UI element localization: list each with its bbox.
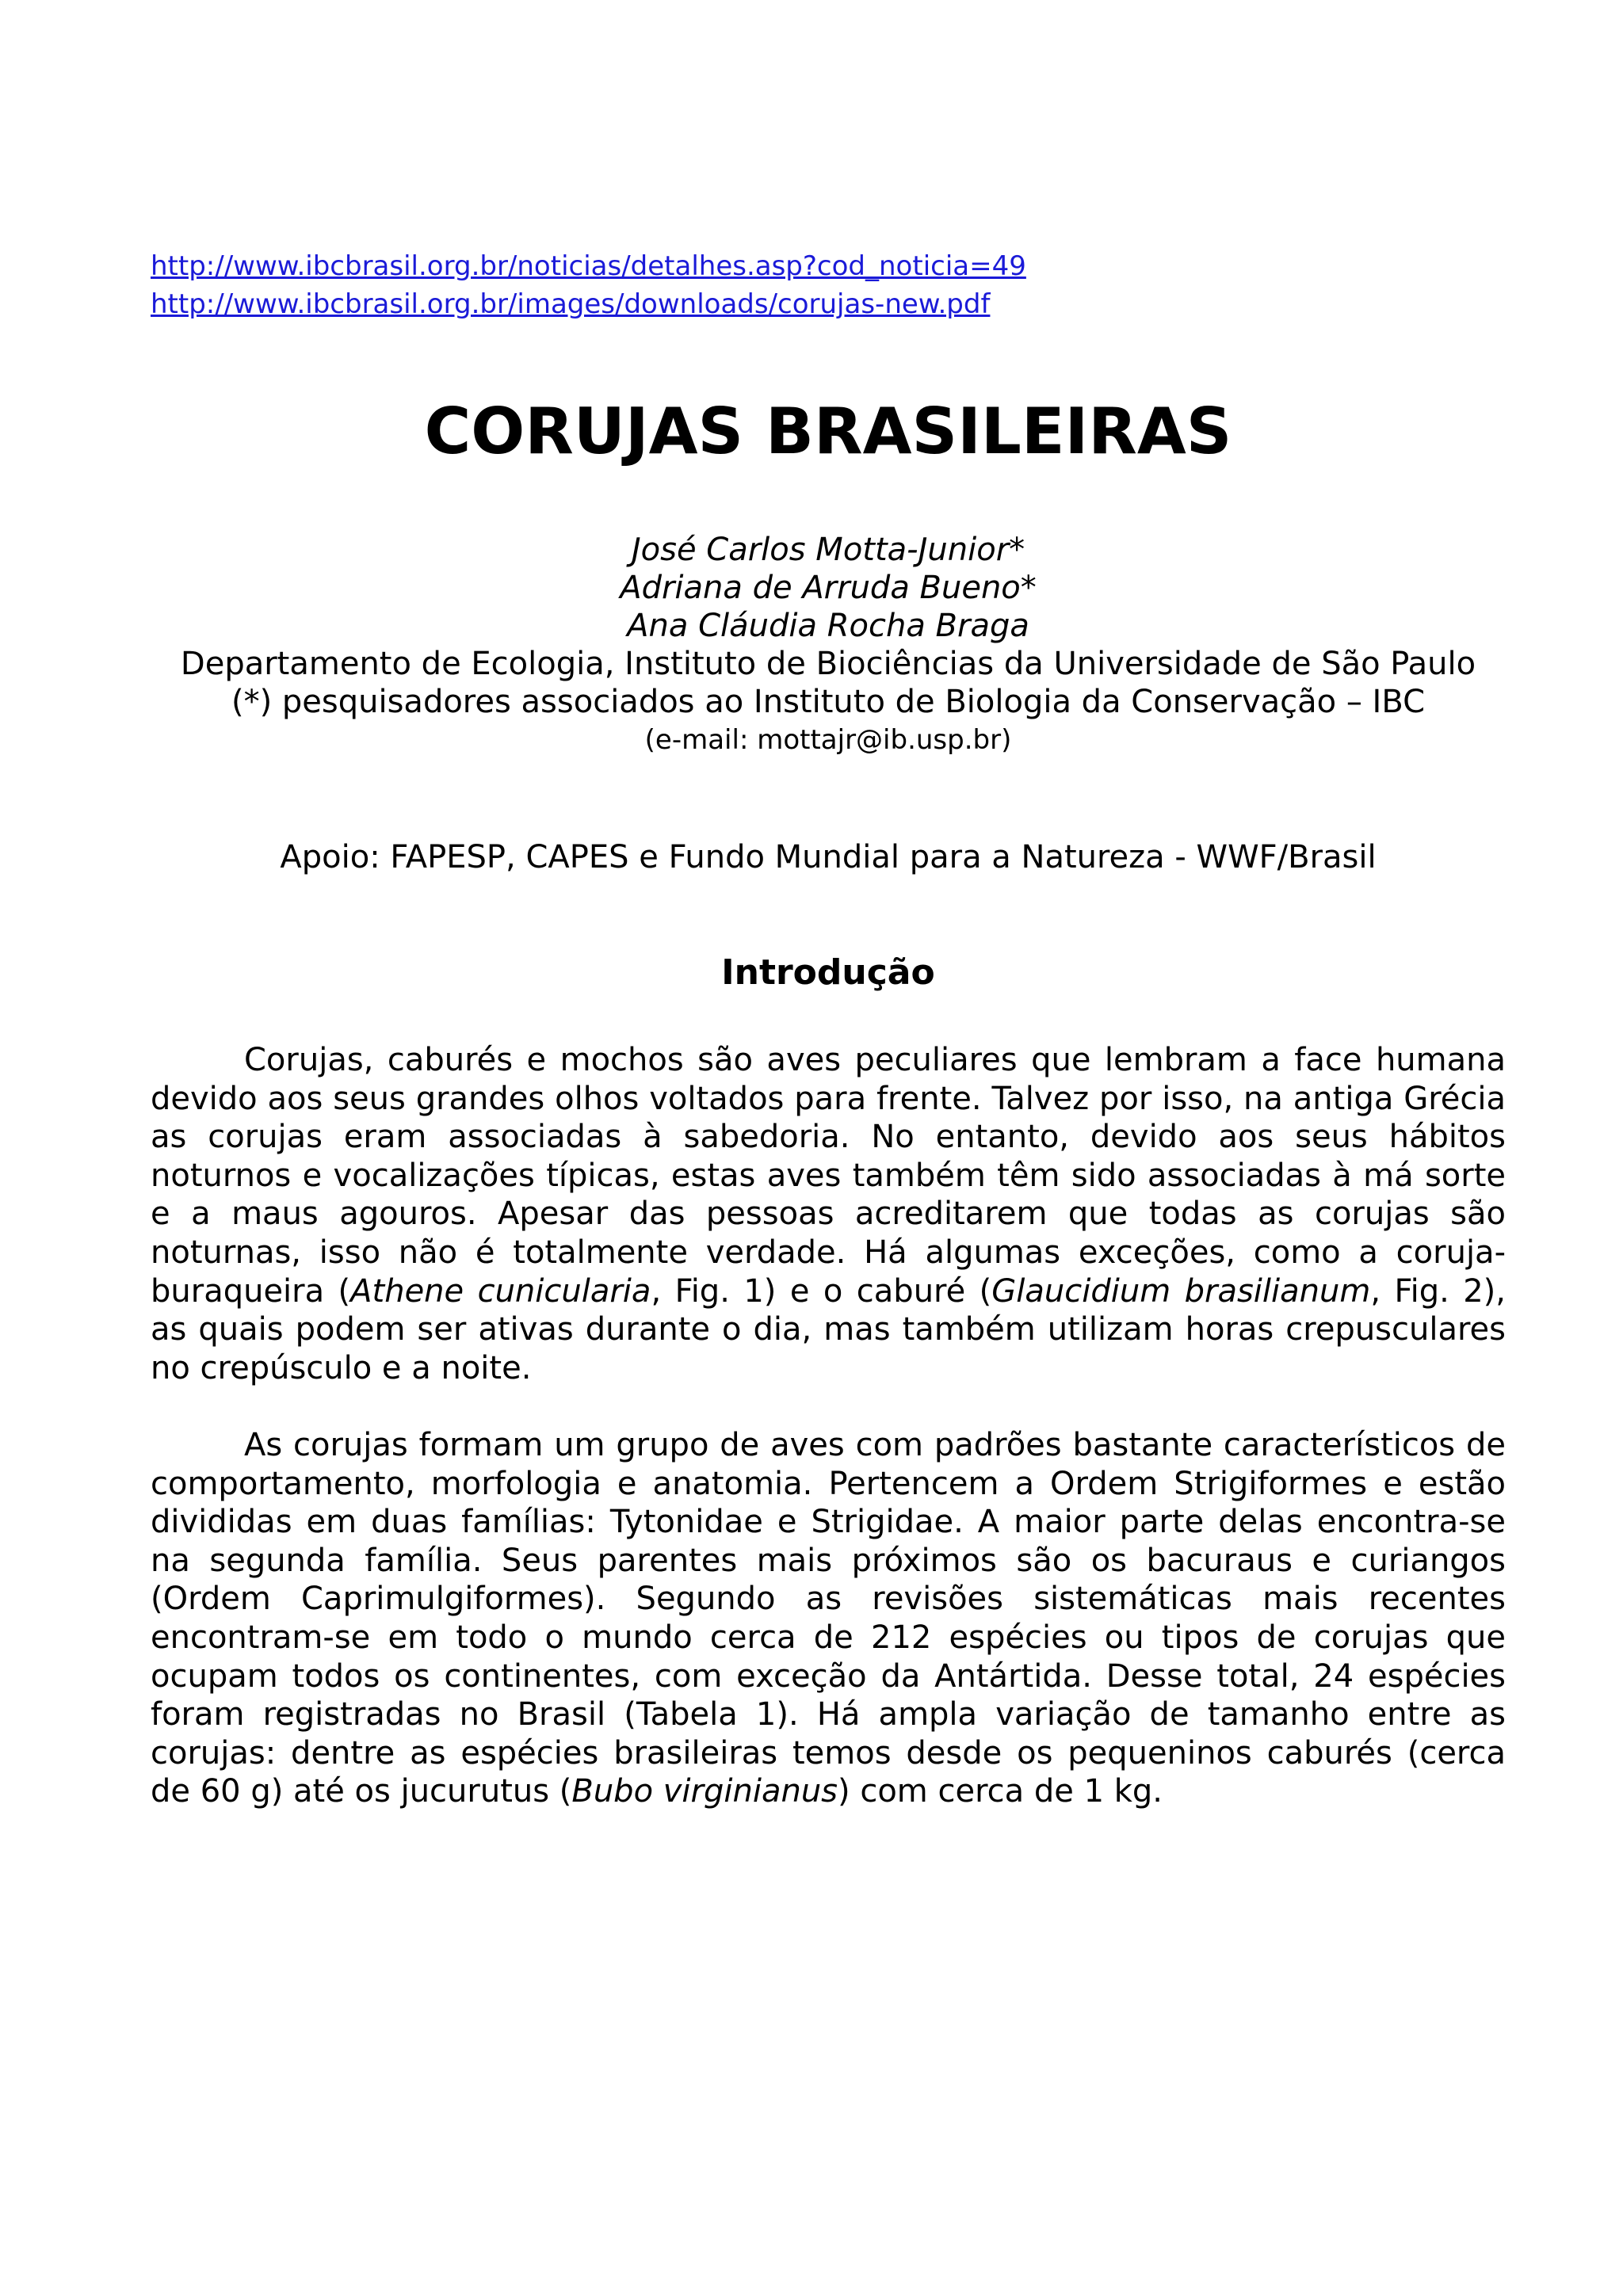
intro-paragraph-2 [151,1426,1506,1811]
paragraph-text: As corujas formam um grupo de aves com padrões bastante característicos de comportamento, morfologia e anatomia. Pertencem a Ordem Strigiformes e estão divididas em duas famílias: Tytonidae e Strigidae. A maior parte delas encontra-se na segunda família. Seus parentes mais próximos são os bacuraus e curiangos (Ordem Caprimulgiformes). Segundo as revisões sistemáticas mais recentes encontram-se em todo o mundo cerca de 212 espécies ou tipos de corujas que ocupam todos os continentes, com exceção da Antártida. Desse total, 24 espécies foram registradas no Brasil (Tabela 1). Há ampla variação de tamanho entre as corujas: dentre as espécies brasileiras temos desde os pequeninos caburés (cerca de 60 g) até os jucurutus ( [151,1427,1506,1810]
author-block [151,531,1506,759]
intro-paragraph-1 [151,1041,1506,1387]
paragraph-text: , Fig. 1) e o caburé ( [651,1272,992,1310]
species-name: Athene cunicularia [350,1272,651,1310]
affiliation: Departamento de Ecologia, Instituto de Biociências da Universidade de São Paulo [180,646,1476,682]
contact-email: (e-mail: mottajr@ib.usp.br) [644,724,1012,756]
paragraph-text: Corujas, caburés e mochos são aves peculiares que lembram a face humana devido aos seus grandes olhos voltados para frente. Talvez por isso, na antiga Grécia as corujas eram associadas à sabedoria. No entanto, devido aos seus hábitos noturnos e vocalizações típicas, estas aves também têm sido associadas à má sorte e a maus agouros. Apesar das pessoas acreditarem que todas as corujas são noturnas, isso não é totalmente verdade. Há algumas exceções, como a coruja-buraqueira ( [151,1042,1506,1310]
support-statement: Apoio: FAPESP, CAPES e Fundo Mundial para a Natureza - WWF/Brasil [280,839,1377,875]
section-heading-introduction: Introdução [721,952,935,993]
author-name: José Carlos Motta-Junior* [631,532,1025,568]
source-link-news[interactable]: http://www.ibcbrasil.org.br/noticias/detalhes.asp?cod_noticia=49 [151,250,1026,282]
document-title: CORUJAS BRASILEIRAS [424,395,1232,468]
document-page [151,0,1506,2296]
source-link-pdf[interactable]: http://www.ibcbrasil.org.br/images/downloads/corujas-new.pdf [151,288,991,320]
author-name: Ana Cláudia Rocha Braga [627,608,1029,644]
paragraph-text: , Fig. 2), as quais podem ser ativas durante o dia, mas também utilizam horas crepusculares no crepúsculo e a noite. [151,1272,1507,1386]
author-name: Adriana de Arruda Bueno* [620,570,1037,606]
affiliation-note: (*) pesquisadores associados ao Instituto de Biologia da Conservação – IBC [231,684,1426,720]
paragraph-text: ) com cerca de 1 kg. [838,1773,1163,1810]
species-name: Bubo virginianus [571,1773,838,1810]
species-name: Glaucidium brasilianum [991,1272,1371,1310]
source-links [151,247,1506,323]
